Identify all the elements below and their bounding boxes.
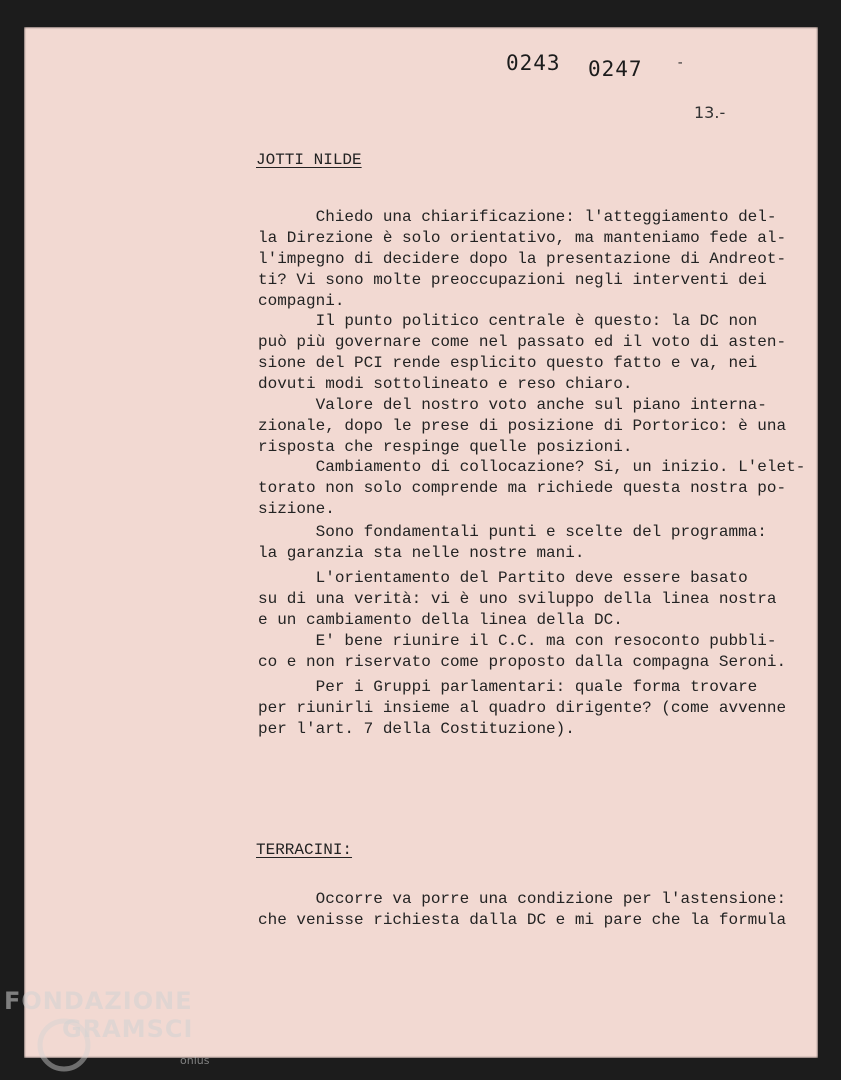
paragraph: L'orientamento del Partito deve essere basato su di una verità: vi è uno sviluppo della linea nostra e un cambiamento della linea della DC. bbox=[258, 569, 777, 629]
page-number: 13.- bbox=[694, 103, 726, 122]
watermark-line3: onlus bbox=[180, 1054, 210, 1067]
paragraph: Chiedo una chiarificazione: l'atteggiamento del- la Direzione è solo orientativo, ma manteniamo fede al- l'impegno di decidere dopo la presentazione di Andreot- ti? Vi sono molte preoccupazioni negli interventi dei compagni. bbox=[258, 208, 787, 310]
paragraph: Sono fondamentali punti e scelte del programma: la garanzia sta nelle nostre mani. bbox=[258, 523, 767, 562]
paragraph: Per i Gruppi parlamentari: quale forma trovare per riunirli insieme al quadro dirigente? (come avvenne per l'art. 7 della Costituzione). bbox=[258, 678, 787, 738]
paragraph: Valore del nostro voto anche sul piano interna- zionale, dopo le prese di posizione di Portorico: è una risposta che respinge quelle posizioni. bbox=[258, 396, 787, 456]
archive-number-1: 0243 bbox=[506, 51, 561, 75]
archive-number-2: 0247 bbox=[588, 57, 643, 81]
paragraph: Cambiamento di collocazione? Si, un inizio. L'elet- torato non solo comprende ma richiede questa nostra po- sizione. bbox=[258, 458, 806, 518]
watermark-line1: FONDAZIONE bbox=[4, 987, 193, 1015]
fondazione-gramsci-watermark bbox=[4, 987, 210, 1067]
speaker-name: JOTTI NILDE bbox=[256, 151, 362, 169]
pen-mark: - bbox=[676, 55, 685, 71]
document-page bbox=[24, 27, 818, 1058]
paragraph: Occorre va porre una condizione per l'astensione: che venisse richiesta dalla DC e mi pare che la formula bbox=[258, 890, 787, 929]
watermark-line2: GRAMSCI bbox=[62, 1015, 194, 1043]
paragraph: Il punto politico centrale è questo: la DC non può più governare come nel passato ed il voto di asten- sione del PCI rende esplicito questo fatto e va, nei dovuti modi sottolineato e reso chiaro. bbox=[258, 312, 787, 393]
paragraph: E' bene riunire il C.C. ma con resoconto pubbli- co e non riservato come proposto dalla compagna Seroni. bbox=[258, 632, 787, 671]
watermark-g-circle-icon bbox=[34, 1015, 94, 1075]
speaker-name: TERRACINI: bbox=[256, 841, 353, 859]
